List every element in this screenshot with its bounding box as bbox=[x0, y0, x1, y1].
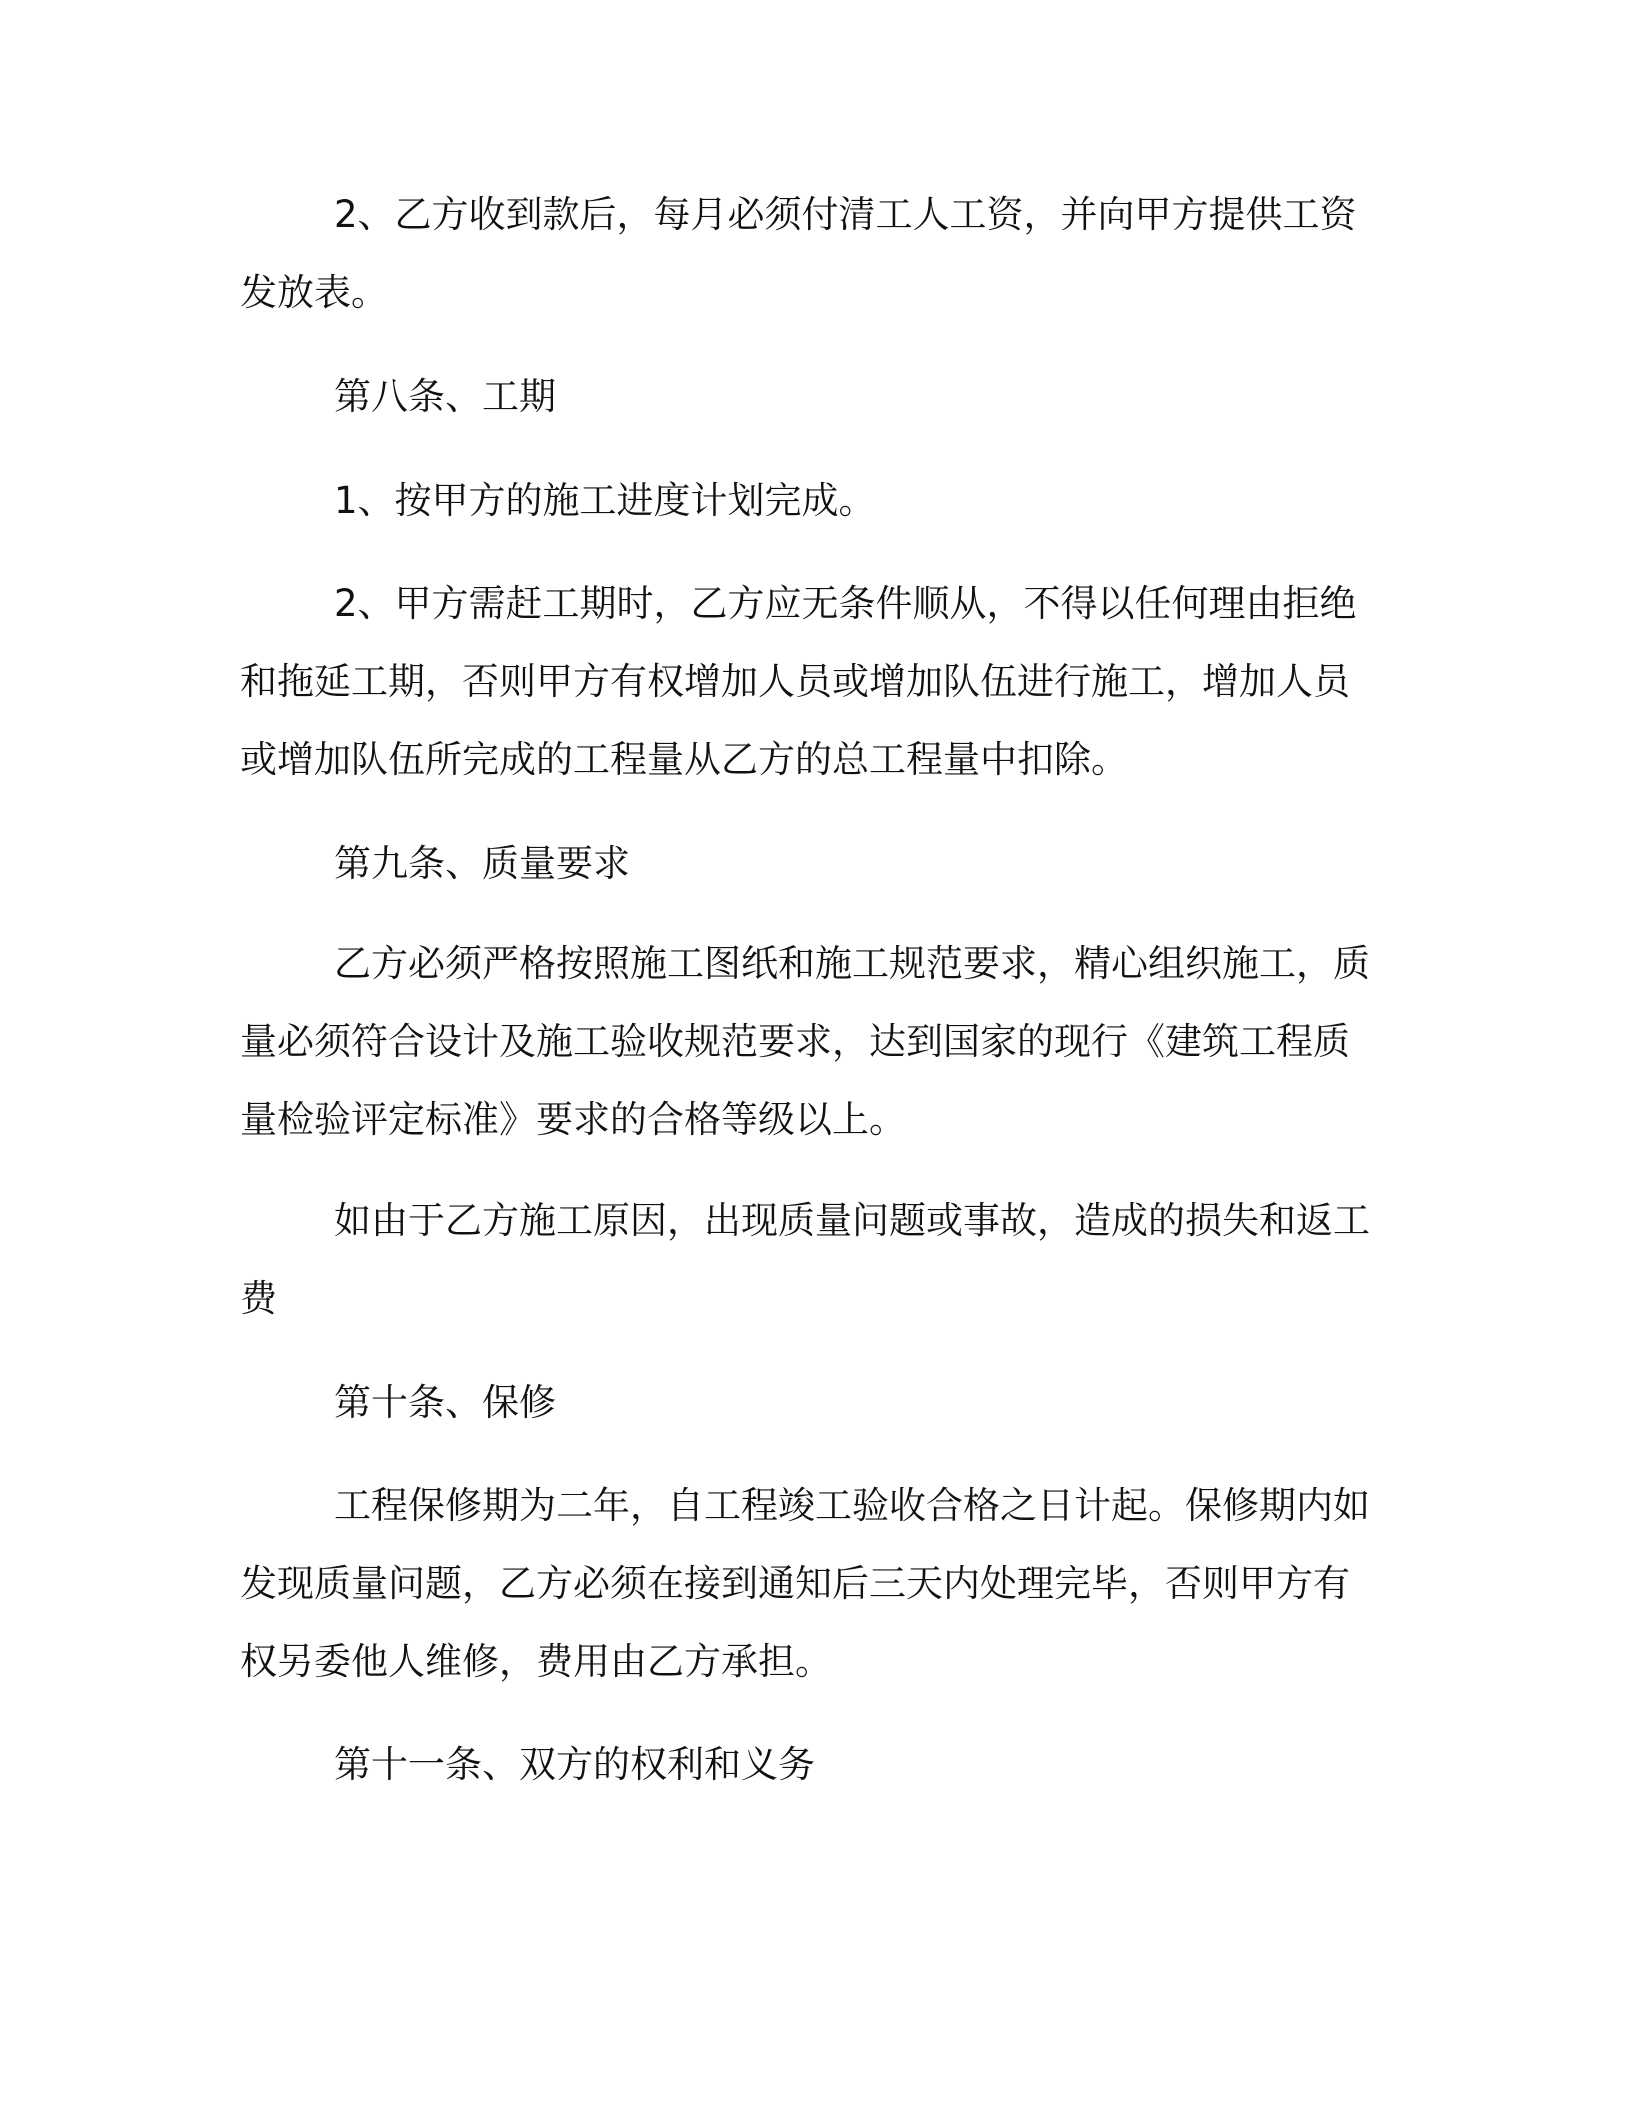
text-line: 工程保修期为二年，自工程竣工验收合格之日计起。保修期内如 bbox=[334, 1484, 1370, 1527]
paragraph-schedule-plan bbox=[240, 462, 1380, 540]
heading-article-8 bbox=[240, 358, 1380, 436]
paragraph-warranty bbox=[240, 1467, 1380, 1701]
paragraph-rush-schedule bbox=[240, 565, 1380, 799]
heading-article-9 bbox=[240, 825, 1380, 903]
text-line: 2、甲方需赶工期时，乙方应无条件顺从，不得以任何理由拒绝 bbox=[334, 582, 1357, 625]
text-line: 或增加队伍所完成的工程量从乙方的总工程量中扣除。 bbox=[240, 738, 1128, 781]
text-line: 如由于乙方施工原因，出现质量问题或事故，造成的损失和返工 bbox=[334, 1199, 1370, 1242]
text-line: 量检验评定标准》要求的合格等级以上。 bbox=[240, 1098, 906, 1141]
heading-article-11 bbox=[240, 1726, 1380, 1804]
text-line: 费 bbox=[240, 1277, 277, 1320]
section-heading: 第八条、工期 bbox=[334, 375, 556, 418]
text-line: 权另委他人维修，费用由乙方承担。 bbox=[240, 1640, 832, 1683]
section-heading: 第九条、质量要求 bbox=[334, 842, 630, 885]
text-line: 发现质量问题，乙方必须在接到通知后三天内处理完毕，否则甲方有 bbox=[240, 1562, 1350, 1605]
text-line: 量必须符合设计及施工验收规范要求，达到国家的现行《建筑工程质 bbox=[240, 1020, 1350, 1063]
text-line: 发放表。 bbox=[240, 271, 388, 314]
text-line: 1、按甲方的施工进度计划完成。 bbox=[334, 479, 876, 522]
paragraph-wage-payment bbox=[240, 176, 1380, 332]
paragraph-quality-standard bbox=[240, 925, 1380, 1159]
section-heading: 第十条、保修 bbox=[334, 1381, 556, 1424]
text-line: 和拖延工期，否则甲方有权增加人员或增加队伍进行施工，增加人员 bbox=[240, 660, 1350, 703]
section-heading: 第十一条、双方的权利和义务 bbox=[334, 1743, 815, 1786]
paragraph-quality-loss bbox=[240, 1182, 1380, 1338]
text-line: 乙方必须严格按照施工图纸和施工规范要求，精心组织施工，质 bbox=[334, 942, 1370, 985]
heading-article-10 bbox=[240, 1364, 1380, 1442]
text-line: 2、乙方收到款后，每月必须付清工人工资，并向甲方提供工资 bbox=[334, 193, 1357, 236]
